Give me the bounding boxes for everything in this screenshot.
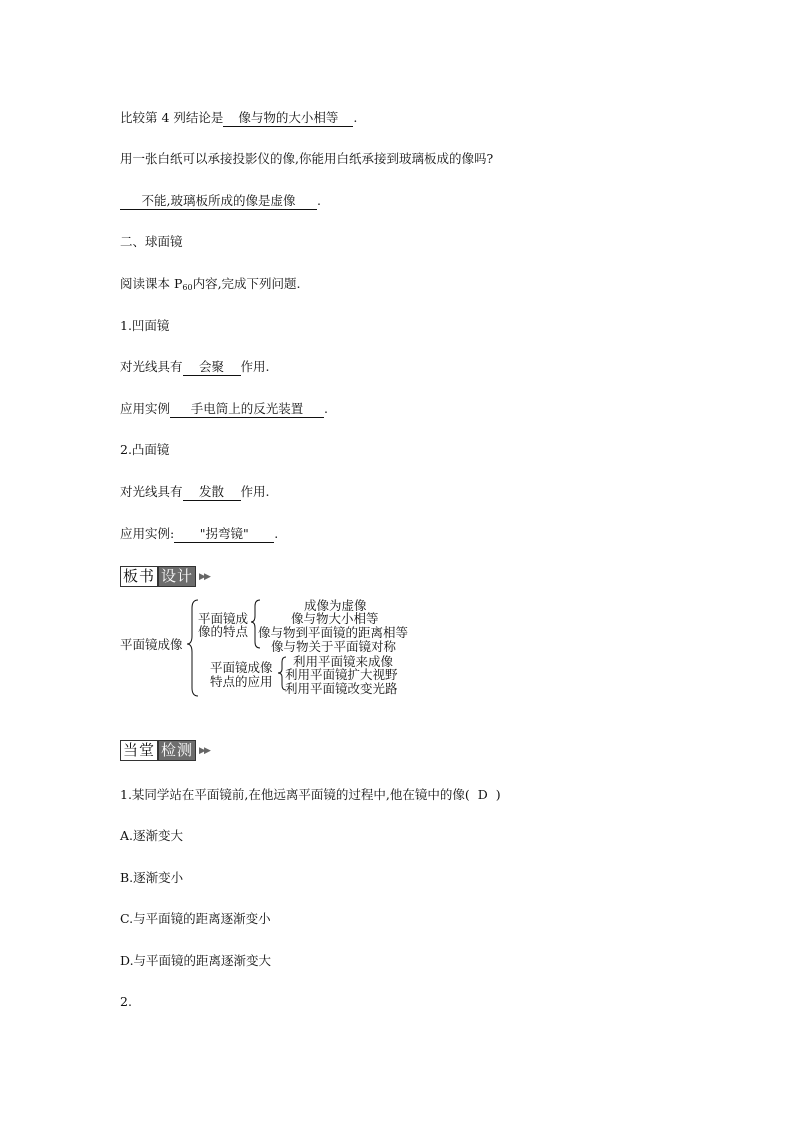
- branch2-item: 利用平面镜扩大视野: [285, 667, 398, 682]
- branch1-item: 像与物大小相等: [291, 611, 379, 626]
- convex-effect-line: [120, 484, 270, 501]
- diagram-root: 平面镜成像: [120, 637, 183, 652]
- line-text: 对光线具有: [120, 359, 183, 374]
- line-text: .: [317, 193, 321, 208]
- answer-blank: 发散: [183, 484, 241, 501]
- line-text: 应用实例: [120, 401, 171, 416]
- board-diagram: [118, 596, 448, 700]
- line-text: .: [324, 401, 328, 416]
- answer-blank: "拐弯镜": [174, 526, 274, 543]
- convex-example-line: [120, 526, 278, 543]
- branch1-item: 像与物关于平面镜对称: [271, 639, 397, 654]
- branch1-item: 成像为虚像: [304, 598, 367, 613]
- banner-dark-text: 检测: [158, 740, 196, 761]
- answer-blank: 像与物的大小相等: [223, 110, 353, 127]
- branch2-item: 利用平面镜来成像: [293, 654, 394, 669]
- quiz-option: A.逐渐变大: [120, 828, 184, 843]
- section-heading: 二、球面镜: [120, 234, 183, 249]
- conclusion-line: [120, 110, 357, 127]
- question-answer: D: [477, 787, 488, 802]
- line-text: 作用.: [240, 484, 270, 499]
- line-text: 作用.: [240, 359, 270, 374]
- branch2-label-line1: 平面镜成像: [210, 660, 273, 675]
- line-text: 阅读课本 P: [120, 276, 183, 291]
- page-subscript: 60: [182, 283, 193, 292]
- quiz-question-1: [120, 787, 501, 803]
- branch1-item: 像与物到平面镜的距离相等: [258, 625, 409, 640]
- banner-white-text: 板书: [120, 566, 158, 587]
- answer-blank: 不能,玻璃板所成的像是虚像: [120, 193, 317, 210]
- line-text: .: [274, 526, 279, 541]
- quiz-question-2: 2.: [120, 994, 132, 1009]
- quiz-option: C.与平面镜的距离逐渐变小: [120, 911, 271, 926]
- question-text: ): [495, 787, 501, 802]
- answer-blank: 手电筒上的反光装置: [170, 401, 324, 418]
- in-class-test-banner: [120, 740, 209, 761]
- line-text: 应用实例:: [120, 526, 175, 541]
- concave-effect-line: [120, 359, 270, 376]
- question-text: 1.某同学站在平面镜前,在他远离平面镜的过程中,他在镜中的像(: [120, 787, 470, 802]
- answer-line: [120, 193, 321, 210]
- branch2-item: 利用平面镜改变光路: [285, 681, 398, 696]
- concave-example-line: [120, 401, 328, 418]
- quiz-option: D.与平面镜的距离逐渐变大: [120, 953, 272, 968]
- line-text: 对光线具有: [120, 484, 183, 499]
- subheading-convex: 2.凸面镜: [120, 442, 170, 457]
- banner-dark-text: 设计: [158, 566, 196, 587]
- question-line: 用一张白纸可以承接投影仪的像,你能用白纸承接到玻璃板成的像吗?: [120, 151, 494, 166]
- branch1-label-line1: 平面镜成: [198, 611, 249, 626]
- branch2-label-line2: 特点的应用: [210, 674, 273, 689]
- quiz-option: B.逐渐变小: [120, 870, 184, 885]
- line-text: 比较第 4 列结论是: [120, 110, 224, 125]
- double-arrow-icon: ▶▶: [199, 745, 209, 756]
- reading-line: [120, 276, 301, 296]
- branch1-label-line2: 像的特点: [198, 624, 249, 639]
- line-text: 内容,完成下列问题.: [192, 276, 301, 291]
- board-design-banner: [120, 566, 209, 587]
- line-text: .: [353, 110, 358, 125]
- double-arrow-icon: ▶▶: [199, 571, 209, 582]
- answer-blank: 会聚: [183, 359, 241, 376]
- subheading-concave: 1.凹面镜: [120, 318, 170, 333]
- banner-white-text: 当堂: [120, 740, 158, 761]
